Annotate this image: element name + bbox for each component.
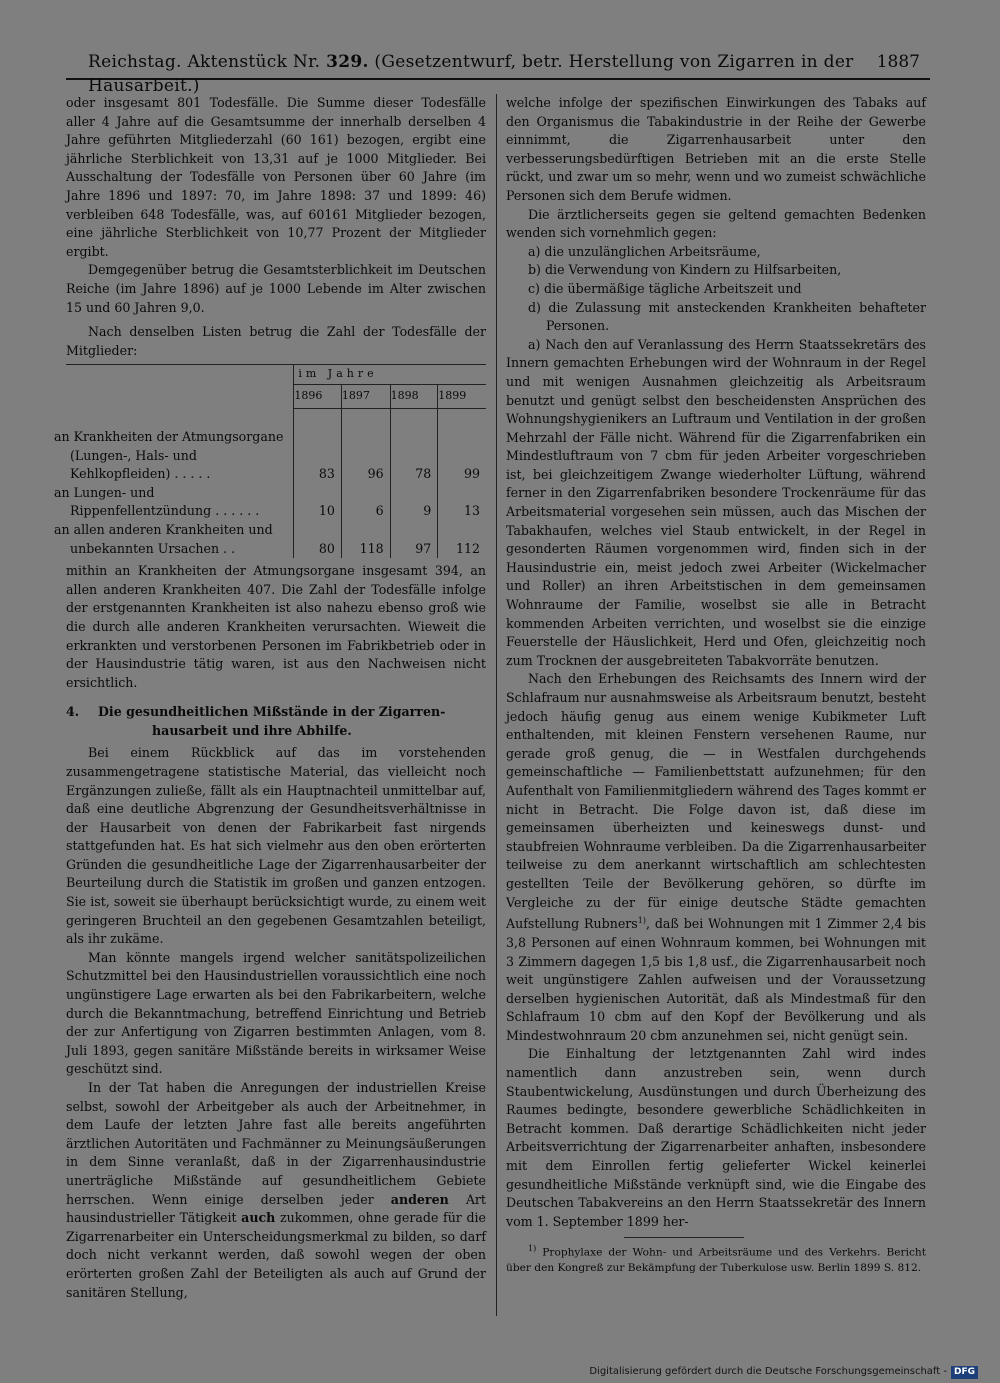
table-cell: 80 — [294, 521, 342, 558]
table-row-label: an Lungen- und Rippenfellentzündung . . . . . . — [54, 484, 260, 519]
table-cell: 13 — [438, 484, 486, 521]
footnote-rule — [624, 1237, 744, 1238]
table-cell: 118 — [341, 521, 390, 558]
table-col-year: 1896 — [294, 384, 342, 408]
digitization-footer — [589, 1364, 978, 1380]
table-cell: 10 — [294, 484, 342, 521]
list-item: d) die Zulassung mit ansteckenden Krankheiten behafteter Personen. — [528, 299, 926, 334]
table-cell: 99 — [438, 408, 486, 484]
section-title-line: hausarbeit und ihre Abhilfe. — [152, 723, 352, 739]
section-heading — [66, 702, 486, 740]
table-cell: 96 — [341, 408, 390, 484]
table-cell: 6 — [341, 484, 390, 521]
table-cell: 97 — [390, 521, 438, 558]
table-col-year: 1899 — [438, 384, 486, 408]
paragraph: Die ärztlicherseits gegen sie geltend gemachten Bedenken wenden sich vornehmlich gegen: — [506, 206, 926, 241]
paragraph: oder insgesamt 801 Todesfälle. Die Summe dieser Todesfälle aller 4 Jahre auf die Gesamtsumme der innerhalb derselben 4 Jahre geführten Mitgliederzahl (60 161) bezogen, ergibt eine jährliche Sterblichkeit von 13,31 auf je 1000 Mitglieder. Bei Ausschaltung der Todesfälle von Personen über 60 Jahre (im Jahre 1896 und 1897: 70, im Jahre 1898: 37 und 1899: 46) verbleiben 648 Todesfälle, was, auf 60161 Mitglieder bezogen, eine jährliche Sterblichkeit von 10,77 Prozent der Mitglieder ergibt. — [66, 95, 486, 259]
paragraph: In der Tat haben die Anregungen der industriellen Kreise selbst, sowohl der Arbeitgeber als auch der Arbeitnehmer, in dem Laufe der letzten Jahre fast alle bereits angeführten ärztlichen Autoritäten und Fachmänner zu Meinungsäußerungen in dem Sinne veranlaßt, daß in der Zigarrenhausindustrie unerträgliche Mißstände auf gesundheitlichem Gebiete herrschen. Wenn einige derselben jeder anderen Art hausindustrieller Tätigkeit auch zukommen, ohne gerade für die Zigarrenarbeiter ein Unterscheidungsmerkmal zu bilden, so darf doch nicht verkannt werden, daß sowohl wegen der oben erörterten großen Zahl der Beteiligten als auch auf Grund der sanitären Stellung, — [66, 1080, 486, 1300]
footnote: $^{1)}$ Prophylaxe der Wohn- und Arbeitsräume und des Verkehrs. Bericht über den Kongreß zur Bekämpfung der Tuberkulose usw. Berlin 1899 S. 812. — [506, 1244, 926, 1274]
footnote-reference: 1) — [637, 916, 646, 926]
concerns-list — [506, 243, 926, 336]
paragraph: a) Nach den auf Veranlassung des Herrn Staatssekretärs des Innern gemachten Erhebungen wird der Wohnraum in der Regel und mit wenigen Ausnahmen gleichzeitig als Arbeitsraum benutzt und genügt selbst den bescheidensten Ansprüchen des Wohnungshygienikers an Luftraum und Ventilation in der großen Mehrzahl der Fälle nicht. Während für die Zigarrenfabriken ein Mindestluftraum von 7 cbm für jeden Arbeiter vorgeschrieben ist, bei gleichzeitigem Zwange wiederholter Lüftung, während ferner in den Zigarrenfabriken besondere Trockenräume für das Arbeitsmaterial vorgesehen sein müssen, auch das Mischen der Tabakhaufen, welches viel Staub entwickelt, in der Regel in gesonderten Räumen vorgenommen wird, finden sich in der Hausindustrie ein, meist jedoch zwei Arbeiter (Wickelmacher und Roller) an ihren Arbeitstischen in dem gemeinsamen Wohnraume der Familie, woselbst sie alle in Betracht kommenden Arbeiten verrichten, und woselbst sie die einzige Feuerstelle der Häuslichkeit, Herd und Ofen, gleichzeitig noch zum Trocknen der ausgebreiteten Tabakvorräte benutzen. — [506, 336, 926, 668]
paragraph: Man könnte mangels irgend welcher sanitätspolizeilichen Schutzmittel bei den Hausindustriellen voraussichtlich eine noch ungünstigere Lage erwarten als bei den Fabrikarbeitern, welche durch die Bekanntmachung, betreffend Einrichtung und Betrieb der zur Anfertigung von Zigarren bestimmten Anlagen, vom 8. Juli 1893, gegen sanitäre Mißstände bereits in wirksamer Weise geschützt sind. — [66, 949, 486, 1077]
paragraph: Demgegenüber betrug die Gesamtsterblichkeit im Deutschen Reiche (im Jahre 1896) auf je 1000 Lebende im Alter zwischen 15 und 60 Jahren 9,0. — [66, 262, 486, 315]
doc-number: 329. — [326, 52, 369, 72]
paragraph: Nach denselben Listen betrug die Zahl der Todesfälle der Mitglieder: — [66, 324, 486, 358]
table-row — [66, 521, 486, 558]
running-title — [88, 50, 930, 98]
list-item: b) die Verwendung von Kindern zu Hilfsarbeiten, — [528, 262, 842, 278]
list-item: c) die übermäßige tägliche Arbeitszeit und — [528, 280, 802, 296]
footer-text: Digitalisierung gefördert durch die Deutsche Forschungsgemeinschaft - — [589, 1366, 947, 1377]
left-column — [54, 94, 486, 1302]
mortality-table — [54, 364, 486, 558]
table-year-header: im Jahre — [294, 365, 486, 384]
table-row — [66, 484, 486, 521]
table-cell: 112 — [438, 521, 486, 558]
column-divider — [496, 94, 497, 1316]
dfg-logo: DFG — [951, 1366, 978, 1379]
table-cell: 78 — [390, 408, 438, 484]
table-col-year: 1897 — [341, 384, 390, 408]
paragraph: mithin an Krankheiten der Atmungsorgane insgesamt 394, an allen anderen Krankheiten 407. Die Zahl der Todesfälle infolge der erstgenannten Krankheiten ist also nahezu ebenso groß wie die durch alle anderen Krankheiten verursachten. Wieweit die erkrankten und verstorbenen Personen im Fabrikbetrieb oder in der Hausindustrie tätig waren, ist aus den Nachweisen nicht ersichtlich. — [66, 563, 486, 690]
emphasis: anderen — [390, 1191, 449, 1207]
table-col-year: 1898 — [390, 384, 438, 408]
table-row-label: an allen anderen Krankheiten und unbekannten Ursachen . . — [54, 521, 273, 556]
paragraph: welche infolge der spezifischen Einwirkungen des Tabaks auf den Organismus die Tabakindustrie in der Reihe der Gewerbe einnimmt, die Zigarrenhausarbeit unter den verbesserungsbedürftigen Betrieben mit an die erste Stelle rückt, und zwar um so mehr, wenn und wo zumeist schwächliche Personen sich dem Berufe widmen. — [506, 95, 926, 203]
table-row-label: an Krankheiten der Atmungsorgane (Lungen-, Hals- und Kehlkopfleiden) . . . . . — [54, 429, 284, 482]
table-cell: 83 — [294, 408, 342, 484]
list-item: a) die unzulänglichen Arbeitsräume, — [528, 243, 761, 259]
section-title-line: Die gesundheitlichen Mißstände in der Zigarren- — [98, 704, 446, 720]
paragraph: Die Einhaltung der letztgenannten Zahl wird indes namentlich dann anzustreben sein, wenn durch Staubentwickelung, Ausdünstungen und durch Überheizung des Raumes bedingte, besondere gewerbliche Schädlichkeiten in Betracht kommen. Daß derartige Schädlichkeiten nicht jeder Arbeitsverrichtung der Zigarrenarbeiter anhaften, insbesondere mit dem Einrollen fertig gelieferter Wickel keinerlei gesundheitliche Mißstände verknüpft sind, wie die Eingabe des Deutschen Tabakvereins an den Herrn Staatssekretär des Innern vom 1. September 1899 her- — [506, 1046, 926, 1229]
title-suffix: (Gesetzentwurf, betr. Herstellung von Zigarren in der Hausarbeit.) — [88, 52, 854, 96]
table-cell: 9 — [390, 484, 438, 521]
emphasis: auch — [241, 1210, 276, 1226]
section-number: 4. — [66, 704, 80, 720]
paragraph: Bei einem Rückblick auf das im vorstehenden zusammengetragene statistische Material, das vielleicht noch Ergänzungen zuließe, fällt als ein Hauptnachteil unmittelbar auf, daß eine deutliche Abgrenzung der Gesundheitsverhältnisse in der Hausarbeit von denen der Fabrikarbeit fast nirgends stattgefunden hat. Es hat sich vielmehr aus den oben erörterten Gründen die gesundheitliche Lage der Zigarrenhausarbeiter der Beurteilung durch die Statistik im großen und ganzen entzogen. Sie ist, soweit sie überhaupt berücksichtigt wurde, zu einem weit geringeren Bruchteil an den gegebenen Gesamtzahlen beteiligt, als ihr zukäme. — [66, 745, 486, 947]
page-header — [66, 50, 930, 96]
right-column — [506, 94, 926, 1276]
page-number: 1887 — [876, 52, 920, 72]
table-row — [66, 408, 486, 484]
paragraph: Nach den Erhebungen des Reichsamts des Innern wird der Schlafraum nur ausnahmsweise als Arbeitsraum benutzt, besteht jedoch häufig genug aus einem wenige Kubikmeter Luft enthaltenden, mit kleinen Fenstern versehenen Raume, nur gerade groß genug, die — in Westfalen durchgehends gemeinschaftliche — Familienbettstatt aufzunehmen; für den Aufenthalt von Familienmitgliedern während des Tages kommt er nicht in Betracht. Die Folge davon ist, daß diese im gemeinsamen überheizten und keineswegs dunst- und staubfreien Wohnraume verbleiben. Da die Zigarrenhausarbeiter teilweise zu dem anerkannt wirtschaftlich am schlechtesten gestellten Teile der Bevölkerung gehören, so dürfte im Vergleiche zu der für einige deutsche Städte gemachten Aufstellung Rubners$^{1)}$, daß bei Wohnungen mit 1 Zimmer 2,4 bis 3,8 Personen auf einen Wohnraum kommen, bei Wohnungen mit 3 Zimmern dagegen 1,5 bis 1,8 usf., die Zigarrenhausarbeit noch weit ungünstigere Zahlen aufweisen und der Voraussetzung derselben hygienischen Autorität, daß als Mindestmaß für den Schlafraum 10 cbm auf den Kopf der Bevölkerung und als Mindestwohnraum 20 cbm anzunehmen sei, nicht genügt sein. — [506, 671, 926, 1043]
title-prefix: Reichstag. Aktenstück Nr. — [88, 52, 321, 72]
